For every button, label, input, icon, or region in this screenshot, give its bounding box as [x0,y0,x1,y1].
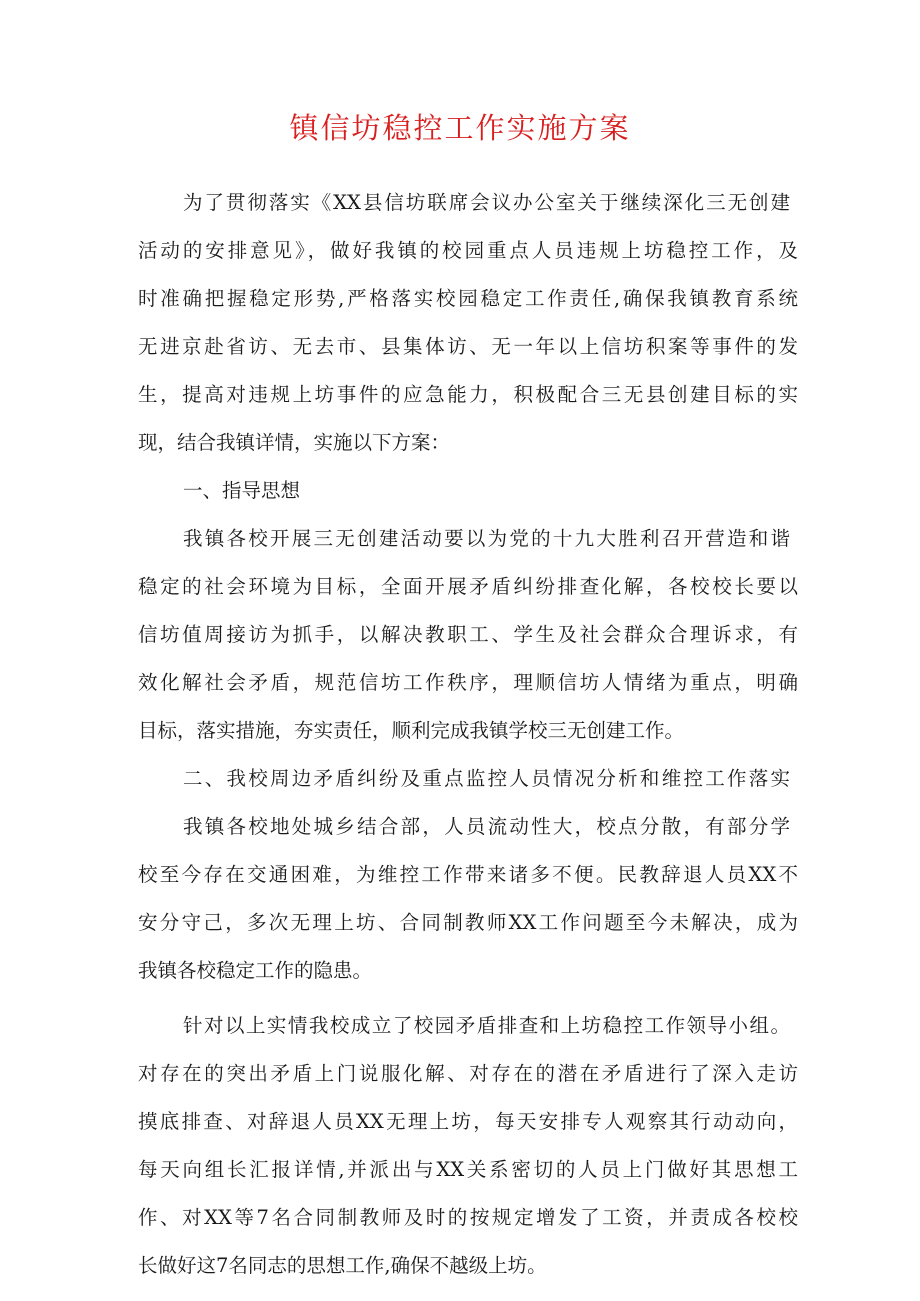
paragraph-line: 活动的安排意见》，做好我镇的校园重点人员违规上坊稳控工作，及 [138,239,798,262]
paragraph-line: 目标，落实措施，夯实责任，顺利完成我镇学校三无创建工作。 [138,719,685,742]
paragraph-line: 生，提高对违规上坊事件的应急能力，积极配合三无县创建目标的实 [138,383,798,406]
paragraph-line: 我镇各校开展三无创建活动要以为党的十九大胜利召开营造和谐 [183,527,790,550]
paragraph-line: 现，结合我镇详情，实施以下方案： [138,431,451,454]
paragraph-line: 为了贯彻落实《XX县信坊联席会议办公室关于继续深化三无创建 [183,191,790,214]
paragraph-line: 校至今存在交通困难，为维控工作带来诸多不便。民教辞退人员XX不 [138,863,798,886]
section-heading: 一、指导思想 [183,479,301,502]
paragraph-line: 针对以上实情我校成立了校园矛盾排查和上坊稳控工作领导小组。 [183,1014,790,1037]
paragraph-line: 信坊值周接访为抓手，以解决教职工、学生及社会群众合理诉求，有 [138,623,798,646]
paragraph-line: 长做好这7名同志的思想工作,确保不越级上坊。 [138,1254,547,1277]
paragraph-line: 稳定的社会环境为目标，全面开展矛盾纠纷排查化解，各校校长要以 [138,575,798,598]
paragraph-line: 摸底排查、对辞退人员XX无理上坊，每天安排专人观察其行动动向， [138,1110,798,1133]
paragraph-line: 每天向组长汇报详情,并派出与XX关系密切的人员上门做好其思想工 [138,1158,798,1181]
paragraph-line: 对存在的突出矛盾上门说服化解、对存在的潜在矛盾进行了深入走访 [138,1062,798,1085]
document-title: 镇信坊稳控工作实施方案 [289,111,631,145]
paragraph-line: 效化解社会矛盾，规范信坊工作秩序，理顺信坊人情绪为重点，明确 [138,671,798,694]
paragraph-line: 我镇各校地处城乡结合部，人员流动性大，校点分散，有部分学 [183,815,790,838]
paragraph-line: 我镇各校稳定工作的隐患。 [138,959,373,982]
paragraph-line: 作、对XX等7名合同制教师及时的按规定增发了工资，并责成各校校 [138,1206,798,1229]
paragraph-line: 安分守己，多次无理上坊、合同制教师XX工作问题至今未解决，成为 [138,911,798,934]
paragraph-line: 无进京赴省访、无去市、县集体访、无一年以上信坊积案等事件的发 [138,335,798,358]
paragraph-line: 时准确把握稳定形势,严格落实校园稳定工作责任,确保我镇教育系统 [138,287,798,310]
section-heading: 二、我校周边矛盾纠纷及重点监控人员情况分析和维控工作落实 [183,767,790,790]
